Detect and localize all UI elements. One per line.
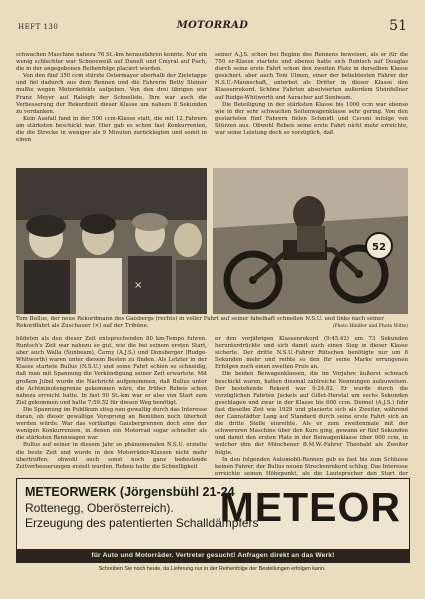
meteor-advertisement: [16, 478, 410, 563]
ad-footnote: Schreiben Sie noch heute, da Lieferung nur in der Reihenfolge der Bestellungen erfolgen kann.: [98, 566, 326, 572]
paragraph: er den vorjährigen Klassenrekord (9:45.42) um 73 Sekunden herunterdrückte und sich damit auch einen Sieg in dieser Klasse sicherte. Der dritte N.S.U.-Fahrer Rütschen benötigte nur um 8 Sekunden mehr und reihte so den für seine Marke errungenen Erfolgen noch einen zweiten Preis an.: [215, 336, 408, 371]
ad-tagline-bar: [17, 549, 409, 562]
paragraph: seiner A.J.S. schon bei Beginn des Rennens beweisen, als er für die 750 er-Klasse startete und ebenso hatte sich Runtsch auf Douglas durch seine erste Fahrt schon den zweiten Platz in derselben Klasse gesichert, aber auch Toni Ulmen, einer der beliebtesten Fahrer der N.S.U.-Mannschaft, unterbot als Dritter in dieser Klasse den Klassenrekord. Schöne Fahrten absolvierten außerdem Steinfellner auf Rudge-Whitworth und Auracher auf Sunbeam.: [215, 52, 408, 101]
svg-text:×: ×: [134, 280, 143, 291]
photo-caption: [16, 316, 408, 330]
race-number-label: 52: [372, 242, 386, 253]
page-number: 51: [389, 18, 407, 34]
ad-company-line: METEORWERK (Jörgensbühl 21-24: [25, 485, 235, 499]
page-header: [18, 20, 407, 36]
photo-motorcycle: [213, 168, 408, 314]
paragraph: bildeten als den dieser Zeit entsprechenden 80 km-Tempo fuhren. Runtsch's Zeit war nahezu so gut, wie die bei seinem ersten Start, aber auch Walla (Sunbeam), Černy (A.J.S.) und Donsberger (Rudge-Whitworth) waren unter diesem Besten zu finden. Als Letzter in der Klasse startete Bullus (N.S.U.) und seine Fahrt schien so schneidig, daß man mit Spannung die Verkündigung seiner Zeit erwartete. Mit großem Jubel wurde die Nachricht aufgenommen, daß Bullus unter die Achtminutengrenze gekommen wäre, die früher Rebeis schon nahezu erreicht hatte. In fast 90 St.-km war er also von Start zum Ziel gekommen und hatte 7:59.52 für diesen Weg benötigt.: [16, 336, 207, 406]
paragraph: Die Beteiligung in der stärksten Klasse bis 1000 ccm war ebenso wie in der sehr schwachen Seitenwagenklasse sehr gering. Von den gestarteten fünf Fahrern fielen Schmidt und Ceconi infolge von Stürzen aus. Obwohl Rebeis seine erste Fahrt nicht mehr erreichte, war seine Leistung doch so vorzüglich, daß: [215, 101, 408, 137]
paragraph: Kein Ausfall fand in der 500 ccm-Klasse statt, die mit 12 Fahrern am stärksten beschickt war. Hier gab es schon fast Konkurrenten, die die Strecke in weniger als 9 Minuten zurücklegten und somit in einen: [16, 115, 207, 144]
paragraph: Die Spannung im Publikum stieg nun gewaltig durch das Interesse daran, ob dieser gewaltige Vorsprung an Bemühen noch überholt werden würde. War das vorläufige Gaisbergrennen doch eine der wenigen Konkurrenzen, in denen ein Motorrad sogar schneller als die stärksten Rennwagen war.: [16, 406, 207, 442]
spectators-illustration: [16, 168, 207, 314]
paragraph: schwachen Maschine nahezu 76 St.-km herausfahren konnte. Nur ein wenig schlechter war Schneeweiß auf Dunelt und Cmyral auf Puch, die in der angegebenen Reihenfolge placiert wurden.: [16, 52, 207, 73]
issue-label: HEFT 130: [18, 23, 59, 31]
text-column-bottom-left: [16, 336, 207, 474]
ad-location-line: Rottenegg, Oberösterreich).: [25, 501, 174, 515]
magazine-title: MOTORRAD: [176, 20, 249, 31]
text-column-bottom-right: [215, 336, 408, 477]
text-column-top-right: [215, 52, 408, 164]
ad-tagline: für Auto und Motorräder. Vertreter gesucht! Anfragen direkt an das Werk!: [91, 552, 335, 559]
photo-spectators: [16, 168, 207, 314]
text-column-top-left: [16, 52, 207, 164]
caption-text: Tom Bullus, der neue Rekordmann des Gaisbergs (rechts) in voller Fahrt auf seiner fabelhaft schnellen N.S.U. und links nach seiner Rekordfahrt als Zuschauer (×) auf der Tribüne.: [16, 316, 385, 329]
paragraph: In den folgenden Automobil-Rennen gab es fast bis zum Schlusse keinen Fahrer, der Bullus neuen Streckenrekord schlug. Das Interesse erreichte seinen Höhepunkt, als die Lautsprecher den Start der: [215, 456, 408, 477]
ad-product-line: Erzeugung des patentierten Schalldämpfers: [25, 516, 259, 530]
meteor-logo: METEOR: [219, 484, 401, 530]
photo-credit: (Photo Hindler und Photo Witte): [332, 324, 408, 329]
paragraph: Bullus auf seiner in diesem Jahr so phänomenalen N.S.U. erzielte die beste Zeit und wurde in den Motorräder-Klassen nicht mehr übertroffen, obwohl auch sonst noch ganz bedeutende Zeitverbesserungen erzielt wurden. Rebeis hatte die Schnelligkeit: [16, 442, 207, 470]
paragraph: Von den fünf 350 ccm stürzte Ostermayer oberhalb der Zieletappe und fiel dadurch aus dem Rennen und die Fahrerin Betty Steiner mußte wegen Motordefekts aufgeben. Von den drei übrigen war Franz Meyer auf Raleigh der Schnellste. Ihm war auch die Verbesserung der Rekordzeit dieser Klasse um nahezu 8 Sekunden zu verdanken.: [16, 73, 207, 115]
paragraph: Die beiden Beiwagenklassen, die im Vorjahre äußerst schwach beschickt waren, hatten diesmal zahlreiche Nennungen aufzuweisen. Der bestehende Rekord war 9:24.82. Er wurde durch die vorzüglichen Fahrten Jackels auf Gillet-Herstal um sechs Sekunden geschlagen und zwar in der Klasse bis 600 ccm. Deimel (A.J.S.) fuhr fast dieselbe Zeit wie 1929 und placierte sich als Zweiter, während der Cannstädter Lang auf Standard durch seine erste Fahrt sich an die dritte Stelle einreihte. Als er zum zweitenmale mit der schwereren Maschine über den Kurs ging, gewann er fünf Sekunden und damit den ersten Platz in der Beiwagenklasse über 600 ccm, in welcher ihm der Münchener B.M.W.-Fahrer Theobald als Zweiter folgte.: [215, 371, 408, 456]
photo-row: [16, 168, 408, 314]
motorcycle-illustration: [213, 168, 408, 314]
